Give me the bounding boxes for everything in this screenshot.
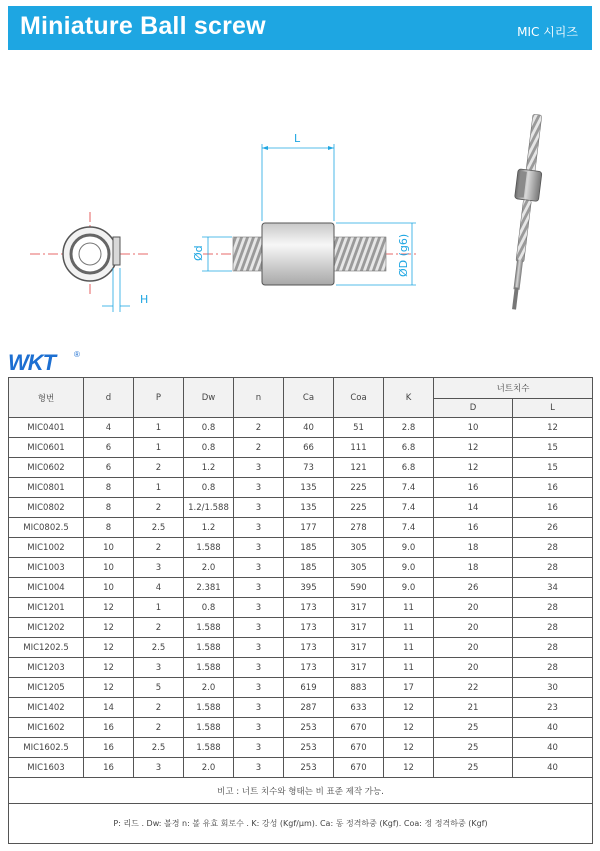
cell-model: MIC1603 bbox=[9, 758, 84, 778]
cell-dw: 1.2 bbox=[184, 458, 234, 478]
cell-p: 2 bbox=[134, 618, 184, 638]
cell-p: 1 bbox=[134, 418, 184, 438]
registered-mark: ® bbox=[74, 350, 80, 359]
flange-height-label: H bbox=[140, 293, 149, 306]
cell-d: 10 bbox=[84, 538, 134, 558]
table-row bbox=[9, 458, 593, 478]
cell-ca: 395 bbox=[284, 578, 334, 598]
cell-model: MIC1202 bbox=[9, 618, 84, 638]
table-row bbox=[9, 658, 593, 678]
cell-k: 9.0 bbox=[384, 538, 434, 558]
cell-nut-d: 18 bbox=[434, 538, 513, 558]
cell-nut-l: 28 bbox=[513, 618, 593, 638]
cell-k: 12 bbox=[384, 698, 434, 718]
cell-ca: 173 bbox=[284, 618, 334, 638]
cell-d: 8 bbox=[84, 518, 134, 538]
cell-ca: 66 bbox=[284, 438, 334, 458]
table-row bbox=[9, 498, 593, 518]
cell-d: 6 bbox=[84, 458, 134, 478]
cell-nut-l: 28 bbox=[513, 658, 593, 678]
cell-k: 6.8 bbox=[384, 438, 434, 458]
length-label: L bbox=[294, 132, 301, 145]
cell-nut-l: 16 bbox=[513, 498, 593, 518]
table-row bbox=[9, 478, 593, 498]
cell-nut-l: 40 bbox=[513, 718, 593, 738]
cell-ca: 619 bbox=[284, 678, 334, 698]
cell-dw: 2.0 bbox=[184, 558, 234, 578]
cell-k: 11 bbox=[384, 618, 434, 638]
specification-table bbox=[8, 377, 593, 844]
cell-coa: 317 bbox=[334, 618, 384, 638]
cell-nut-d: 16 bbox=[434, 518, 513, 538]
cell-k: 7.4 bbox=[384, 518, 434, 538]
cell-k: 7.4 bbox=[384, 478, 434, 498]
header-d: d bbox=[84, 378, 134, 418]
cell-dw: 1.588 bbox=[184, 718, 234, 738]
title-banner bbox=[8, 6, 592, 50]
cell-ca: 40 bbox=[284, 418, 334, 438]
table-row bbox=[9, 638, 593, 658]
cell-p: 1 bbox=[134, 478, 184, 498]
page-title: Miniature Ball screw bbox=[20, 12, 266, 40]
cell-d: 10 bbox=[84, 578, 134, 598]
cell-k: 9.0 bbox=[384, 578, 434, 598]
cell-nut-d: 25 bbox=[434, 718, 513, 738]
table-row bbox=[9, 738, 593, 758]
cell-dw: 0.8 bbox=[184, 418, 234, 438]
cell-nut-d: 20 bbox=[434, 658, 513, 678]
cell-nut-l: 34 bbox=[513, 578, 593, 598]
cell-dw: 0.8 bbox=[184, 438, 234, 458]
cell-dw: 1.588 bbox=[184, 638, 234, 658]
cell-nut-d: 12 bbox=[434, 438, 513, 458]
remark-row bbox=[9, 778, 593, 804]
cell-dw: 1.588 bbox=[184, 658, 234, 678]
wkt-logo: WKT bbox=[8, 350, 56, 375]
series-label: MIC 시리즈 bbox=[517, 25, 578, 39]
cell-model: MIC1203 bbox=[9, 658, 84, 678]
cell-model: MIC0802.5 bbox=[9, 518, 84, 538]
cell-nut-l: 26 bbox=[513, 518, 593, 538]
cell-p: 5 bbox=[134, 678, 184, 698]
cell-coa: 317 bbox=[334, 658, 384, 678]
cell-ca: 253 bbox=[284, 758, 334, 778]
cell-n: 3 bbox=[234, 638, 284, 658]
cell-d: 8 bbox=[84, 478, 134, 498]
header-k: K bbox=[384, 378, 434, 418]
cell-dw: 2.0 bbox=[184, 678, 234, 698]
cell-d: 12 bbox=[84, 618, 134, 638]
header-nut-d: D bbox=[434, 399, 513, 418]
cell-coa: 305 bbox=[334, 558, 384, 578]
cell-p: 3 bbox=[134, 758, 184, 778]
cell-ca: 135 bbox=[284, 498, 334, 518]
cell-coa: 317 bbox=[334, 598, 384, 618]
table-row bbox=[9, 758, 593, 778]
legend-text: P: 리드 . Dw: 볼경 n: 볼 유효 회로수 . K: 강성 (Kgf/μm). Ca: 동 정격하중 (Kgf). Coa: 정 정격하중 (Kgf) bbox=[9, 804, 593, 844]
cell-n: 3 bbox=[234, 678, 284, 698]
cell-ca: 253 bbox=[284, 738, 334, 758]
cell-coa: 883 bbox=[334, 678, 384, 698]
cell-p: 2.5 bbox=[134, 738, 184, 758]
cell-coa: 111 bbox=[334, 438, 384, 458]
cell-nut-l: 12 bbox=[513, 418, 593, 438]
cell-p: 2.5 bbox=[134, 518, 184, 538]
cell-k: 11 bbox=[384, 658, 434, 678]
table-row bbox=[9, 438, 593, 458]
cell-nut-d: 10 bbox=[434, 418, 513, 438]
cell-dw: 1.2 bbox=[184, 518, 234, 538]
cell-nut-d: 20 bbox=[434, 598, 513, 618]
cell-d: 16 bbox=[84, 738, 134, 758]
cell-d: 16 bbox=[84, 758, 134, 778]
header-p: P bbox=[134, 378, 184, 418]
cell-n: 3 bbox=[234, 758, 284, 778]
cell-n: 3 bbox=[234, 538, 284, 558]
cell-d: 12 bbox=[84, 598, 134, 618]
cell-model: MIC0802 bbox=[9, 498, 84, 518]
cell-coa: 225 bbox=[334, 498, 384, 518]
cell-ca: 73 bbox=[284, 458, 334, 478]
header-coa: Coa bbox=[334, 378, 384, 418]
cell-n: 3 bbox=[234, 698, 284, 718]
cell-dw: 2.381 bbox=[184, 578, 234, 598]
cell-p: 3 bbox=[134, 658, 184, 678]
cell-n: 3 bbox=[234, 518, 284, 538]
cell-nut-d: 22 bbox=[434, 678, 513, 698]
cell-n: 3 bbox=[234, 478, 284, 498]
cell-ca: 173 bbox=[284, 658, 334, 678]
header-ca: Ca bbox=[284, 378, 334, 418]
cell-k: 9.0 bbox=[384, 558, 434, 578]
table-row bbox=[9, 618, 593, 638]
table-row bbox=[9, 698, 593, 718]
cell-coa: 317 bbox=[334, 638, 384, 658]
table-row bbox=[9, 598, 593, 618]
table-row bbox=[9, 418, 593, 438]
cell-p: 2 bbox=[134, 458, 184, 478]
cell-n: 2 bbox=[234, 438, 284, 458]
cell-k: 6.8 bbox=[384, 458, 434, 478]
cell-model: MIC1602.5 bbox=[9, 738, 84, 758]
remark-text: 비고 : 너트 치수와 형태는 비 표준 제작 가능. bbox=[9, 778, 593, 804]
cell-k: 17 bbox=[384, 678, 434, 698]
cell-n: 3 bbox=[234, 458, 284, 478]
cell-nut-d: 26 bbox=[434, 578, 513, 598]
header-n: n bbox=[234, 378, 284, 418]
table-row bbox=[9, 518, 593, 538]
cell-k: 2.8 bbox=[384, 418, 434, 438]
cell-model: MIC1205 bbox=[9, 678, 84, 698]
cell-k: 12 bbox=[384, 758, 434, 778]
cell-p: 2 bbox=[134, 538, 184, 558]
header-dw: Dw bbox=[184, 378, 234, 418]
cell-dw: 0.8 bbox=[184, 478, 234, 498]
cell-nut-d: 20 bbox=[434, 618, 513, 638]
table-row bbox=[9, 718, 593, 738]
cell-model: MIC1002 bbox=[9, 538, 84, 558]
cell-nut-l: 40 bbox=[513, 758, 593, 778]
cell-coa: 670 bbox=[334, 758, 384, 778]
cell-dw: 0.8 bbox=[184, 598, 234, 618]
cell-n: 2 bbox=[234, 418, 284, 438]
cell-nut-d: 25 bbox=[434, 758, 513, 778]
cell-nut-l: 15 bbox=[513, 458, 593, 478]
cell-model: MIC0401 bbox=[9, 418, 84, 438]
cell-ca: 177 bbox=[284, 518, 334, 538]
cell-ca: 173 bbox=[284, 638, 334, 658]
cell-k: 7.4 bbox=[384, 498, 434, 518]
cell-p: 2 bbox=[134, 698, 184, 718]
table-body bbox=[9, 418, 593, 844]
cell-model: MIC0801 bbox=[9, 478, 84, 498]
cell-nut-d: 18 bbox=[434, 558, 513, 578]
cell-nut-l: 28 bbox=[513, 558, 593, 578]
cell-nut-l: 16 bbox=[513, 478, 593, 498]
cell-p: 1 bbox=[134, 598, 184, 618]
cell-n: 3 bbox=[234, 738, 284, 758]
cell-nut-d: 12 bbox=[434, 458, 513, 478]
cell-ca: 135 bbox=[284, 478, 334, 498]
cell-model: MIC1003 bbox=[9, 558, 84, 578]
cell-k: 11 bbox=[384, 598, 434, 618]
cell-model: MIC0601 bbox=[9, 438, 84, 458]
cell-p: 1 bbox=[134, 438, 184, 458]
shaft-diameter-label: Ød bbox=[192, 245, 205, 261]
cell-nut-l: 28 bbox=[513, 638, 593, 658]
cell-coa: 225 bbox=[334, 478, 384, 498]
cell-nut-l: 40 bbox=[513, 738, 593, 758]
cell-d: 12 bbox=[84, 678, 134, 698]
cell-coa: 121 bbox=[334, 458, 384, 478]
cell-p: 4 bbox=[134, 578, 184, 598]
cell-p: 2 bbox=[134, 718, 184, 738]
cell-ca: 253 bbox=[284, 718, 334, 738]
cell-nut-d: 21 bbox=[434, 698, 513, 718]
cell-n: 3 bbox=[234, 598, 284, 618]
cell-d: 10 bbox=[84, 558, 134, 578]
cell-n: 3 bbox=[234, 558, 284, 578]
cell-coa: 278 bbox=[334, 518, 384, 538]
cell-nut-l: 28 bbox=[513, 538, 593, 558]
cell-nut-l: 30 bbox=[513, 678, 593, 698]
header-nut-dimensions: 너트치수 bbox=[434, 378, 593, 399]
cell-n: 3 bbox=[234, 578, 284, 598]
cell-model: MIC1004 bbox=[9, 578, 84, 598]
cell-d: 16 bbox=[84, 718, 134, 738]
cell-d: 4 bbox=[84, 418, 134, 438]
cell-nut-d: 25 bbox=[434, 738, 513, 758]
cell-d: 12 bbox=[84, 658, 134, 678]
cell-nut-l: 15 bbox=[513, 438, 593, 458]
cell-dw: 2.0 bbox=[184, 758, 234, 778]
cell-nut-l: 28 bbox=[513, 598, 593, 618]
cell-nut-d: 20 bbox=[434, 638, 513, 658]
cell-p: 2.5 bbox=[134, 638, 184, 658]
cell-coa: 670 bbox=[334, 718, 384, 738]
cell-ca: 173 bbox=[284, 598, 334, 618]
cell-model: MIC0602 bbox=[9, 458, 84, 478]
cell-coa: 670 bbox=[334, 738, 384, 758]
cell-d: 14 bbox=[84, 698, 134, 718]
cell-k: 12 bbox=[384, 738, 434, 758]
cell-coa: 51 bbox=[334, 418, 384, 438]
cell-d: 6 bbox=[84, 438, 134, 458]
cell-d: 12 bbox=[84, 638, 134, 658]
cell-model: MIC1402 bbox=[9, 698, 84, 718]
cell-d: 8 bbox=[84, 498, 134, 518]
cell-dw: 1.588 bbox=[184, 738, 234, 758]
table-row bbox=[9, 558, 593, 578]
cell-ca: 185 bbox=[284, 538, 334, 558]
cell-model: MIC1201 bbox=[9, 598, 84, 618]
cell-nut-l: 23 bbox=[513, 698, 593, 718]
cell-n: 3 bbox=[234, 618, 284, 638]
cell-k: 12 bbox=[384, 718, 434, 738]
cell-n: 3 bbox=[234, 498, 284, 518]
cell-dw: 1.588 bbox=[184, 698, 234, 718]
cell-dw: 1.588 bbox=[184, 618, 234, 638]
table-row bbox=[9, 578, 593, 598]
cell-coa: 305 bbox=[334, 538, 384, 558]
cell-dw: 1.588 bbox=[184, 538, 234, 558]
cell-ca: 287 bbox=[284, 698, 334, 718]
cell-n: 3 bbox=[234, 658, 284, 678]
legend-row bbox=[9, 804, 593, 844]
header-model: 형번 bbox=[9, 378, 84, 418]
cell-model: MIC1202.5 bbox=[9, 638, 84, 658]
cell-dw: 1.2/1.588 bbox=[184, 498, 234, 518]
cell-nut-d: 14 bbox=[434, 498, 513, 518]
cell-ca: 185 bbox=[284, 558, 334, 578]
end-view-drawing bbox=[30, 212, 150, 312]
table-row bbox=[9, 538, 593, 558]
cell-nut-d: 16 bbox=[434, 478, 513, 498]
cell-p: 3 bbox=[134, 558, 184, 578]
ball-screw-photo bbox=[501, 113, 549, 310]
side-view-drawing bbox=[192, 132, 418, 285]
header-nut-l: L bbox=[513, 399, 593, 418]
nut-diameter-label: ØD (g6) bbox=[397, 233, 410, 277]
cell-n: 3 bbox=[234, 718, 284, 738]
cell-coa: 590 bbox=[334, 578, 384, 598]
cell-k: 11 bbox=[384, 638, 434, 658]
cell-p: 2 bbox=[134, 498, 184, 518]
technical-drawing bbox=[8, 100, 592, 330]
cell-model: MIC1602 bbox=[9, 718, 84, 738]
table-row bbox=[9, 678, 593, 698]
cell-coa: 633 bbox=[334, 698, 384, 718]
